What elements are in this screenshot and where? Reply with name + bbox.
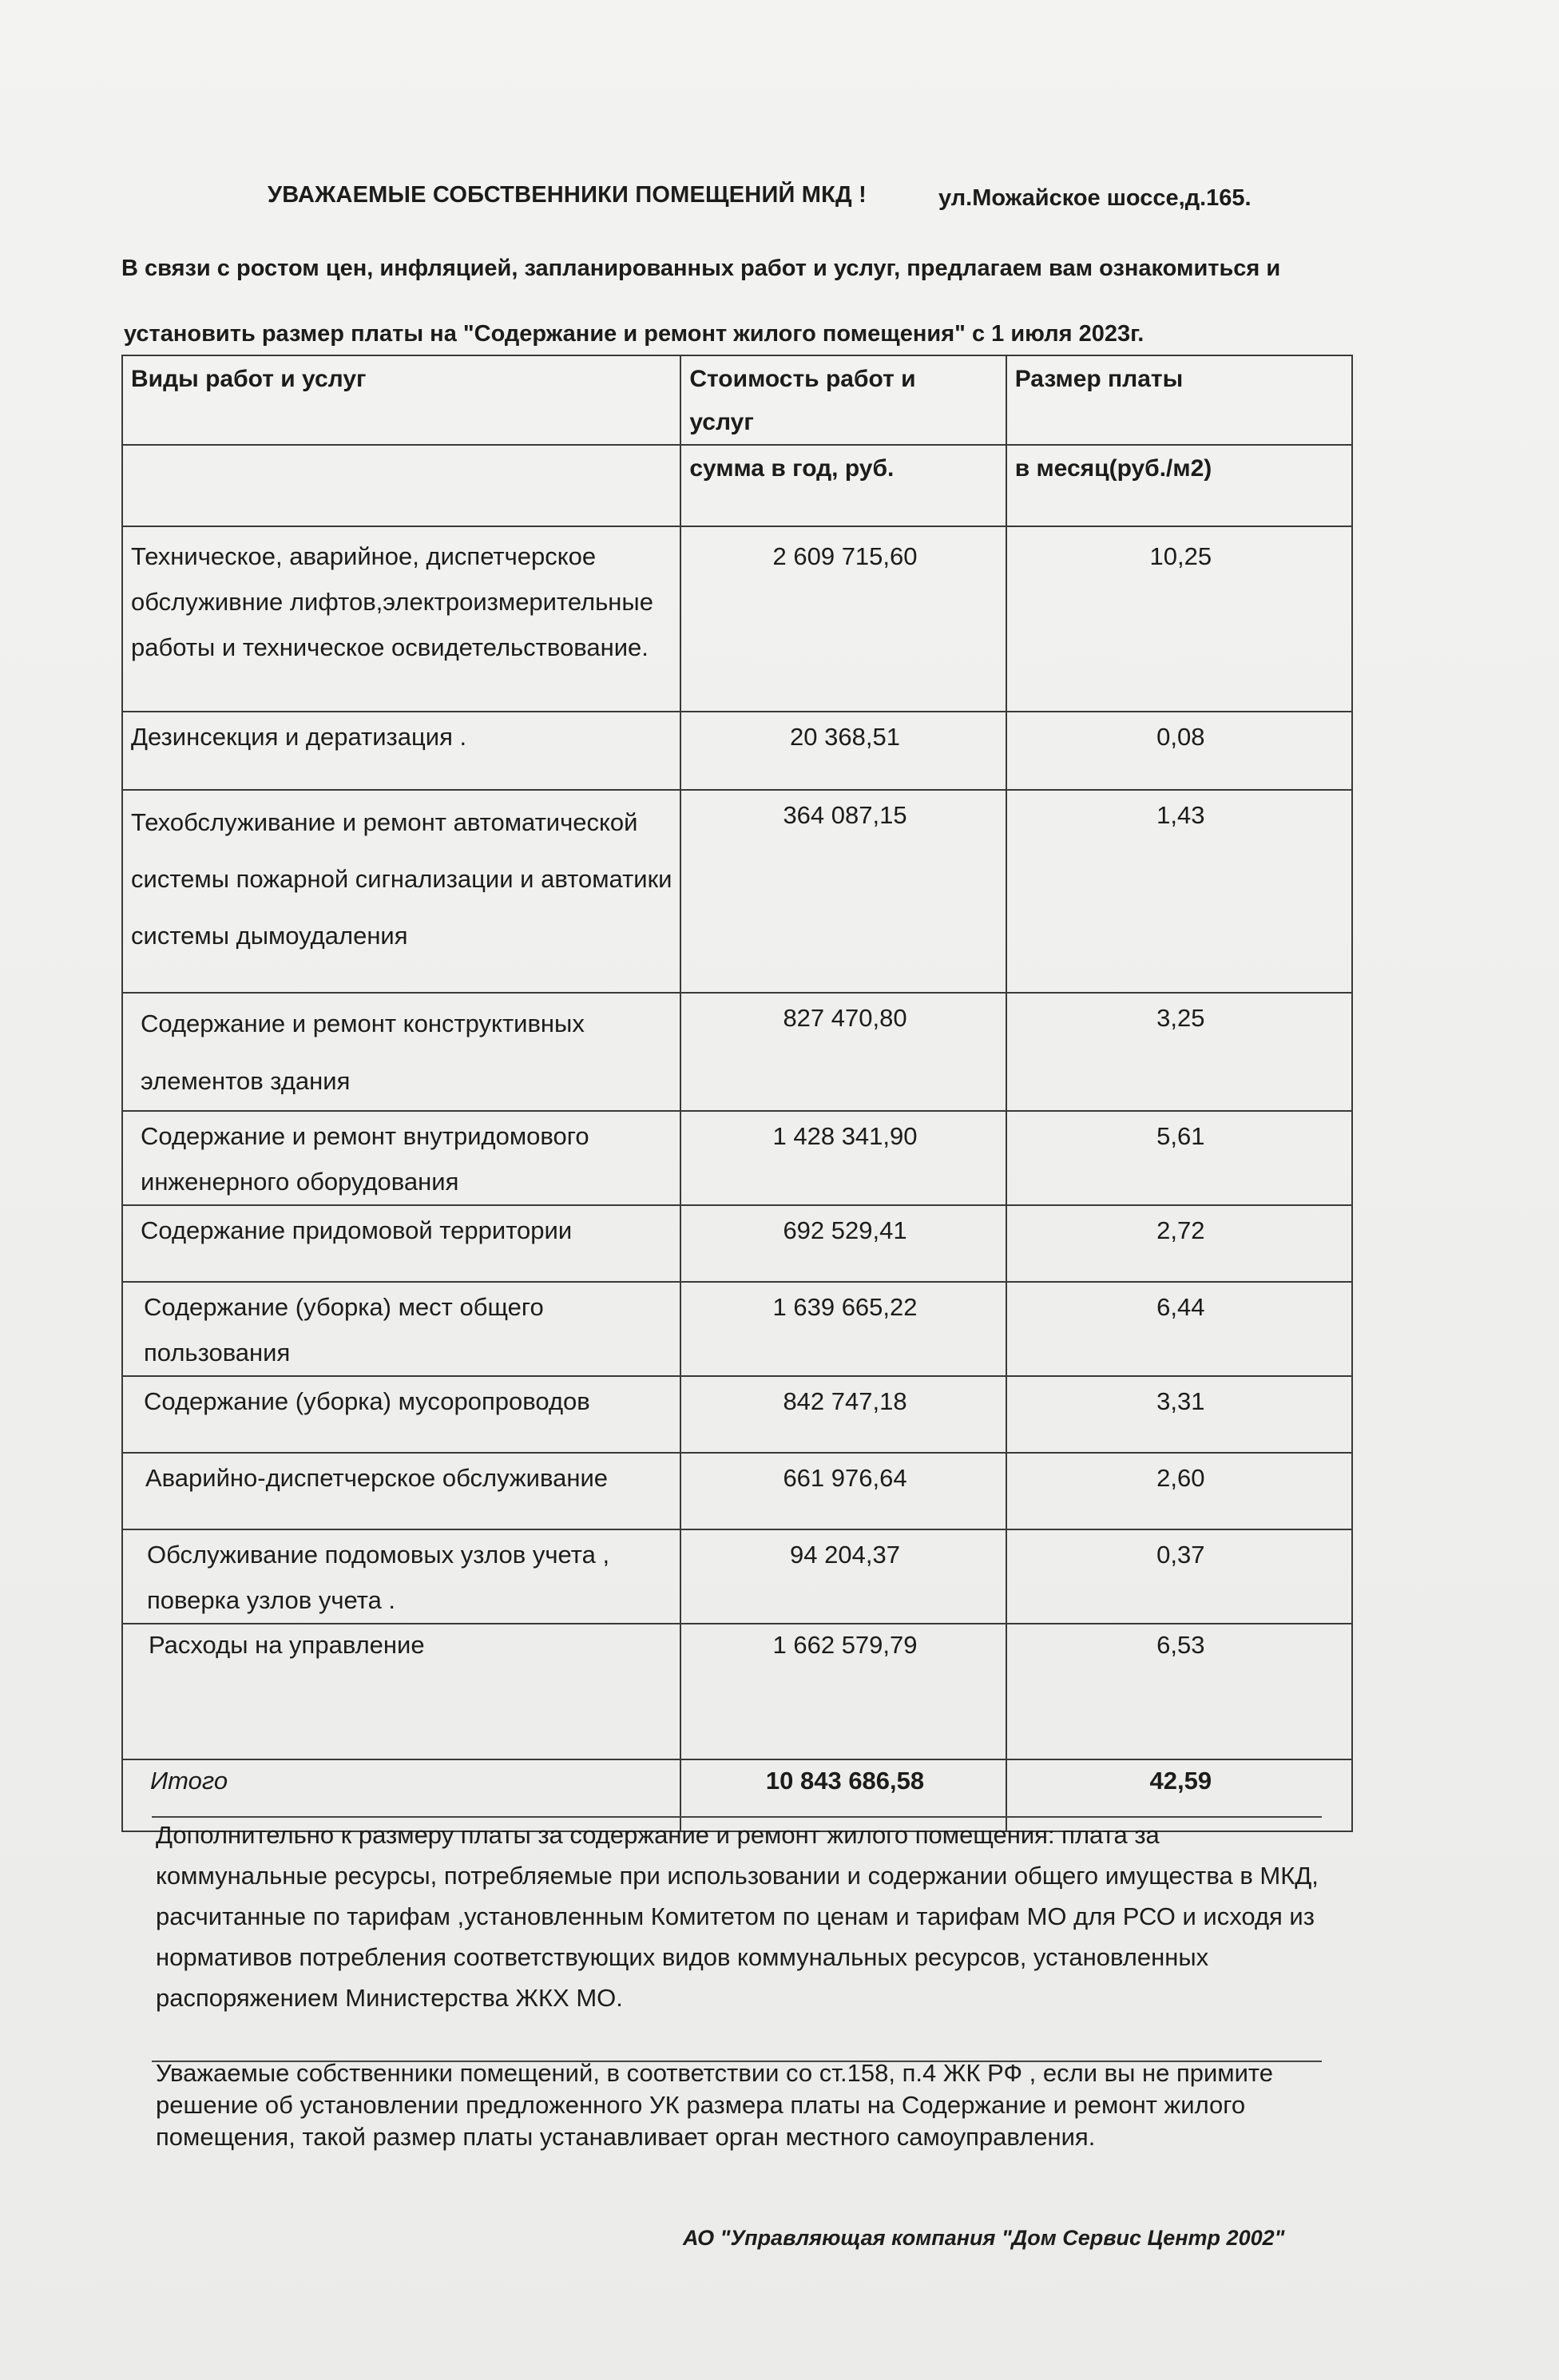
annual-cost: 692 529,41 <box>680 1205 1006 1282</box>
subheader-cost: сумма в год, руб. <box>680 445 1006 526</box>
monthly-rate: 6,53 <box>1006 1624 1352 1759</box>
table-row <box>122 1376 1352 1453</box>
total-label-text: Итого <box>150 1767 228 1795</box>
service-name: Содержание и ремонт внутридомового инженерного оборудования <box>122 1111 680 1205</box>
table-row <box>122 1205 1352 1282</box>
service-name: Содержание и ремонт конструктивных элементов здания <box>122 993 680 1111</box>
table-row <box>122 1282 1352 1376</box>
subheader-empty <box>122 445 680 526</box>
header-rate-label: Размер платы <box>1014 366 1184 392</box>
annual-cost: 1 662 579,79 <box>680 1624 1006 1759</box>
service-name: Содержание (уборка) мест общего пользования <box>122 1282 680 1376</box>
service-name: Содержание (уборка) мусоропроводов <box>122 1376 680 1453</box>
total-monthly: 42,59 <box>1006 1759 1352 1831</box>
table-row <box>122 712 1352 790</box>
legal-note: Уважаемые собственники помещений, в соответствии со ст.158, п.4 ЖК РФ , если вы не примите решение об установлении предложенного УК размера платы на Содержание и ремонт жилого помещения, такой размер платы устанавливает орган местного самоуправления. <box>156 2059 1274 2151</box>
header-services <box>122 355 680 445</box>
table-row <box>122 1529 1352 1624</box>
monthly-rate: 0,08 <box>1006 712 1352 790</box>
monthly-rate: 3,25 <box>1006 993 1352 1111</box>
table-row <box>122 1453 1352 1529</box>
header-cost-line2: услуг <box>689 409 754 435</box>
intro-line-1: В связи с ростом цен, инфляцией, запланированных работ и услуг, предлагаем вам ознакомиться и <box>121 256 1281 281</box>
service-name: Техническое, аварийное, диспетчерское обслуживние лифтов,электроизмерительные работы и техническое освидетельствование. <box>122 526 680 712</box>
monthly-rate: 2,72 <box>1006 1205 1352 1282</box>
header-rate <box>1006 355 1352 445</box>
header-cost-line1: Стоимость работ и <box>689 366 916 392</box>
monthly-rate: 6,44 <box>1006 1282 1352 1376</box>
annual-cost: 842 747,18 <box>680 1376 1006 1453</box>
annual-cost: 2 609 715,60 <box>680 526 1006 712</box>
total-annual: 10 843 686,58 <box>680 1759 1006 1831</box>
table-row <box>122 526 1352 712</box>
service-name: Дезинсекция и дератизация . <box>122 712 680 790</box>
subheader-rate: в месяц(руб./м2) <box>1006 445 1352 526</box>
table-row <box>122 993 1352 1111</box>
header-cost <box>680 355 1006 445</box>
monthly-rate: 10,25 <box>1006 526 1352 712</box>
service-name: Расходы на управление <box>122 1624 680 1759</box>
fees-table <box>121 355 1353 1832</box>
annual-cost: 827 470,80 <box>680 993 1006 1111</box>
additional-note: Дополнительно к размеру платы за содержание и ремонт жилого помещения: плата за коммунальные ресурсы, потребляемые при использовании и содержании общего имущества в МКД, расчитанные по тарифам ,установленным Комитетом по ценам и тарифам МО для РСО и исходя из нормативов потребления соответствующих видов коммунальных ресурсов, установленных распоряжением Министерства ЖКХ МО. <box>156 1821 1319 2012</box>
annual-cost: 661 976,64 <box>680 1453 1006 1529</box>
service-name: Содержание придомовой территории <box>122 1205 680 1282</box>
annual-cost: 1 639 665,22 <box>680 1282 1006 1376</box>
address-text: ул.Можайское шоссе,д.165. <box>938 185 1252 211</box>
monthly-rate: 5,61 <box>1006 1111 1352 1205</box>
table-row <box>122 790 1352 993</box>
table-header-row <box>122 355 1352 445</box>
monthly-rate: 0,37 <box>1006 1529 1352 1624</box>
monthly-rate: 1,43 <box>1006 790 1352 993</box>
service-name: Техобслуживание и ремонт автоматической системы пожарной сигнализации и автоматики системы дымоудаления <box>122 790 680 993</box>
table-row <box>122 1624 1352 1759</box>
company-signature: АО "Управляющая компания "Дом Сервис Центр 2002" <box>683 2226 1285 2250</box>
service-name: Аварийно-диспетчерское обслуживание <box>122 1453 680 1529</box>
annual-cost: 364 087,15 <box>680 790 1006 993</box>
intro-line-2: установить размер платы на "Содержание и ремонт жилого помещения" с 1 июля 2023г. <box>124 321 1144 347</box>
annual-cost: 1 428 341,90 <box>680 1111 1006 1205</box>
table-row <box>122 1111 1352 1205</box>
table-subheader-row <box>122 445 1352 526</box>
annual-cost: 20 368,51 <box>680 712 1006 790</box>
service-name: Обслуживание подомовых узлов учета , поверка узлов учета . <box>122 1529 680 1624</box>
annual-cost: 94 204,37 <box>680 1529 1006 1624</box>
header-services-label: Виды работ и услуг <box>131 366 367 392</box>
page-title: УВАЖАЕМЫЕ СОБСТВЕННИКИ ПОМЕЩЕНИЙ МКД ! <box>268 182 867 208</box>
monthly-rate: 3,31 <box>1006 1376 1352 1453</box>
monthly-rate: 2,60 <box>1006 1453 1352 1529</box>
